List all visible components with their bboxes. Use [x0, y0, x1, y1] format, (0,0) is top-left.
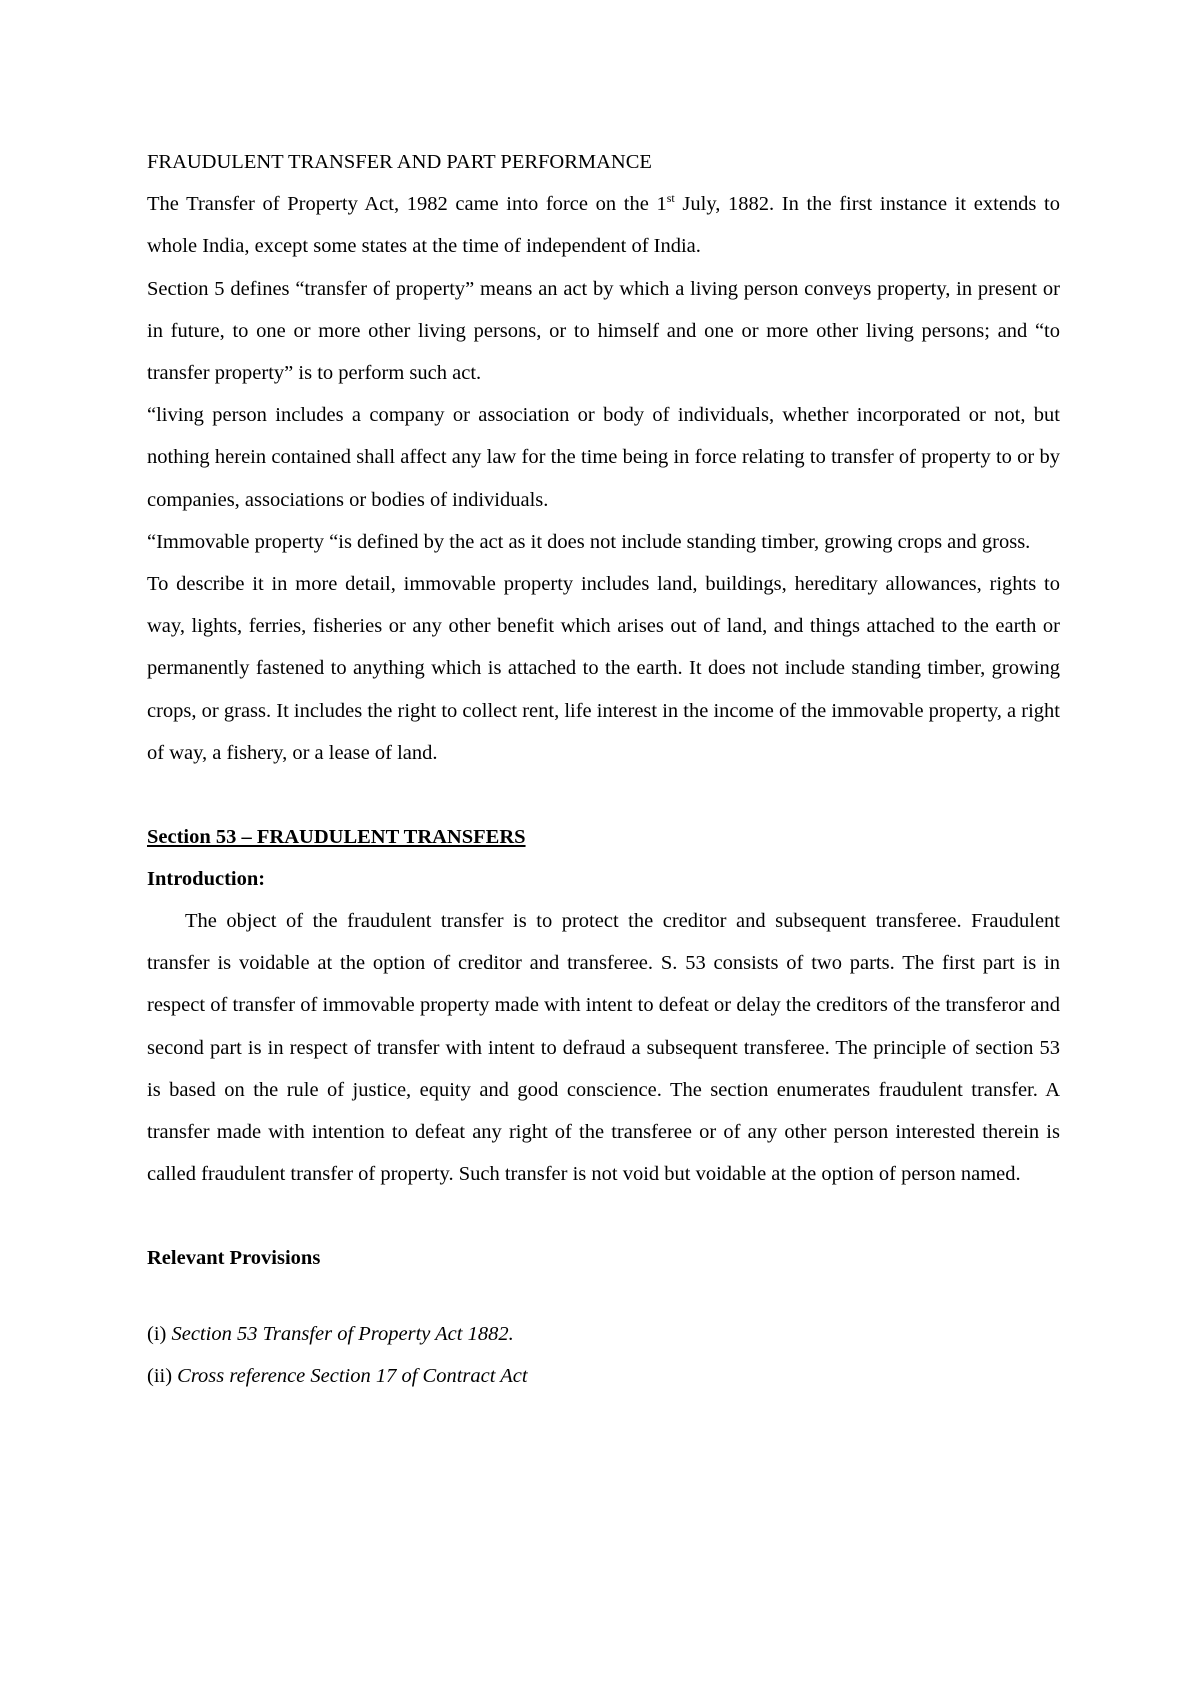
spacer [147, 1195, 1060, 1237]
spacer [147, 774, 1060, 816]
intro-p1-text-cont: July, 1882. In the first instance it extends to whole India, except some states at the time of independent of India. [147, 193, 1060, 258]
intro-paragraph-1 [147, 183, 1060, 267]
intro-paragraph-2: Section 5 defines “transfer of property” means an act by which a living person conveys property, in present or in future, to one or more other living persons, or to himself and one or more other living persons; and “to transfer property” is to perform such act. [147, 277, 1060, 385]
provision-item [147, 1355, 1060, 1397]
intro-p1-text: The Transfer of Property Act, 1982 came into force on the 1 [147, 193, 667, 216]
relevant-provisions-heading: Relevant Provisions [147, 1247, 321, 1270]
ordinal-superscript: st [666, 191, 675, 206]
provision-item [147, 1313, 1060, 1355]
section-53-intro-paragraph: The object of the fraudulent transfer is to protect the creditor and subsequent transferee. Fraudulent transfer is voidable at the option of creditor and transferee. S. 53 consists of two parts. The first part is in respect of transfer of immovable property made with intent to defeat or delay the creditors of the transferor and second part is in respect of transfer with intent to defraud a subsequent transferee. The principle of section 53 is based on the rule of justice, equity and good conscience. The section enumerates fraudulent transfer. A transfer made with intention to defeat any right of the transferee or of any other person interested therein is called fraudulent transfer of property. Such transfer is not void but voidable at the option of person named. [147, 910, 1060, 1186]
intro-paragraph-3: “living person includes a company or association or body of individuals, whether incorporated or not, but nothing herein contained shall affect any law for the time being in force relating to transfer of property to or by companies, associations or bodies of individuals. [147, 404, 1060, 511]
document-title: FRAUDULENT TRANSFER AND PART PERFORMANCE [147, 151, 652, 173]
intro-paragraph-5: To describe it in more detail, immovable property includes land, buildings, hereditary allowances, rights to way, lights, ferries, fisheries or any other benefit which arises out of land, and things attached to the earth or permanently fastened to anything which is attached to the earth. It does not include standing timber, growing crops, or grass. It includes the right to collect rent, life interest in the income of the immovable property, a right of way, a fishery, or a lease of land. [147, 573, 1060, 764]
provision-text: Cross reference Section 17 of Contract Act [177, 1365, 528, 1388]
provision-number: (i) [147, 1323, 172, 1346]
provision-number: (ii) [147, 1365, 178, 1388]
spacer [147, 1279, 1060, 1313]
section-53-heading: Section 53 – FRAUDULENT TRANSFERS [147, 826, 526, 849]
intro-paragraph-4: “Immovable property “is defined by the act as it does not include standing timber, growing crops and gross. [147, 530, 1031, 553]
provision-text: Section 53 Transfer of Property Act 1882. [171, 1323, 514, 1346]
introduction-heading: Introduction: [147, 868, 266, 891]
